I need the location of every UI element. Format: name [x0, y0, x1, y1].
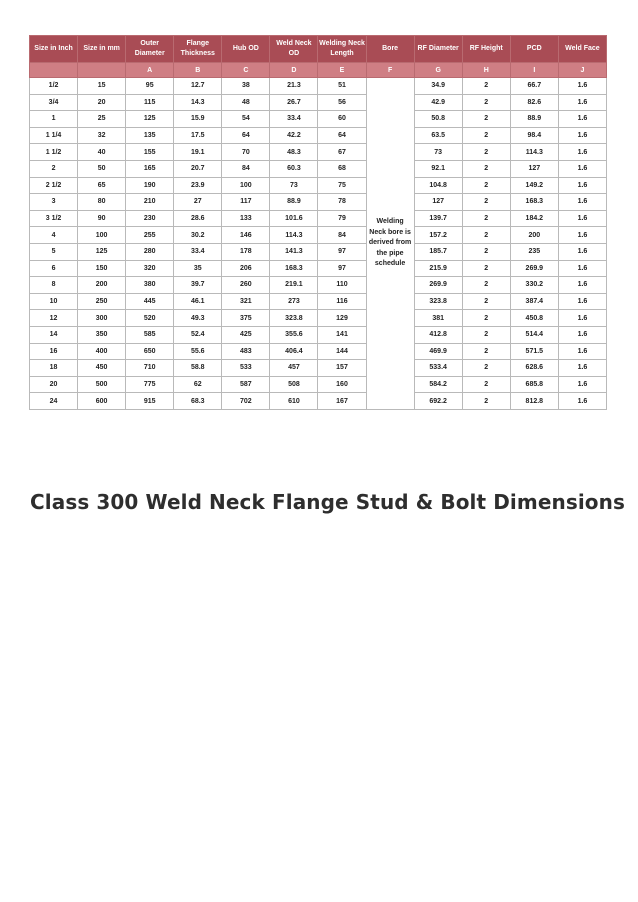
- table-cell: 508: [270, 376, 318, 393]
- table-cell: 469.9: [414, 343, 462, 360]
- table-cell: 60.3: [270, 160, 318, 177]
- table-cell: 117: [222, 194, 270, 211]
- table-cell: 15: [78, 78, 126, 95]
- table-cell: 100: [222, 177, 270, 194]
- table-cell: 650: [126, 343, 174, 360]
- table-cell: 30.2: [174, 227, 222, 244]
- table-cell: 269.9: [414, 277, 462, 294]
- table-cell: 58.8: [174, 360, 222, 377]
- table-cell: 323.8: [414, 293, 462, 310]
- table-row: [30, 111, 607, 128]
- table-cell: 406.4: [270, 343, 318, 360]
- col-letter: D: [270, 63, 318, 78]
- table-cell: 1 1/2: [30, 144, 78, 161]
- table-cell: 2: [462, 144, 510, 161]
- table-cell: 260: [222, 277, 270, 294]
- table-cell: 116: [318, 293, 366, 310]
- table-cell: 14.3: [174, 94, 222, 111]
- table-cell: 330.2: [510, 277, 558, 294]
- table-cell: 12: [30, 310, 78, 327]
- table-cell: 350: [78, 326, 126, 343]
- table-cell: 68.3: [174, 393, 222, 410]
- table-cell: 273: [270, 293, 318, 310]
- table-cell: 73: [414, 144, 462, 161]
- table-cell: 500: [78, 376, 126, 393]
- table-cell: 101.6: [270, 210, 318, 227]
- table-row: [30, 78, 607, 95]
- table-cell: 146: [222, 227, 270, 244]
- table-cell: 20: [78, 94, 126, 111]
- table-cell: 1.6: [558, 393, 606, 410]
- table-cell: 60: [318, 111, 366, 128]
- table-cell: 483: [222, 343, 270, 360]
- table-cell: 235: [510, 243, 558, 260]
- table-cell: 1.6: [558, 343, 606, 360]
- table-cell: 323.8: [270, 310, 318, 327]
- flange-dimensions-table: [29, 35, 607, 410]
- table-cell: 320: [126, 260, 174, 277]
- col-letter: I: [510, 63, 558, 78]
- table-row: [30, 393, 607, 410]
- table-cell: 585: [126, 326, 174, 343]
- table-cell: 114.3: [270, 227, 318, 244]
- table-cell: 48.3: [270, 144, 318, 161]
- col-letter: A: [126, 63, 174, 78]
- table-cell: 19.1: [174, 144, 222, 161]
- table-cell: 88.9: [510, 111, 558, 128]
- col-letter: E: [318, 63, 366, 78]
- table-cell: 157: [318, 360, 366, 377]
- table-row: [30, 343, 607, 360]
- table-cell: 88.9: [270, 194, 318, 211]
- section-heading: Class 300 Weld Neck Flange Stud & Bolt Dimensions: [30, 490, 625, 514]
- table-cell: 2: [462, 393, 510, 410]
- table-cell: 2: [462, 210, 510, 227]
- table-cell: 450.8: [510, 310, 558, 327]
- table-cell: 1.6: [558, 177, 606, 194]
- table-cell: 17.5: [174, 127, 222, 144]
- col-header-welding-neck-length: Welding Neck Length: [318, 36, 366, 63]
- table-cell: 56: [318, 94, 366, 111]
- col-letter: H: [462, 63, 510, 78]
- table-cell: 73: [270, 177, 318, 194]
- table-row: [30, 243, 607, 260]
- table-cell: 533: [222, 360, 270, 377]
- table-cell: 35: [174, 260, 222, 277]
- table-cell: 2: [462, 160, 510, 177]
- table-cell: 25: [78, 111, 126, 128]
- table-cell: 255: [126, 227, 174, 244]
- table-row: [30, 260, 607, 277]
- col-header-size-mm: Size in mm: [78, 36, 126, 63]
- table-cell: 185.7: [414, 243, 462, 260]
- table-row: [30, 376, 607, 393]
- table-cell: 1.6: [558, 243, 606, 260]
- table-cell: 67: [318, 144, 366, 161]
- table-cell: 100: [78, 227, 126, 244]
- table-cell: 133: [222, 210, 270, 227]
- table-cell: 425: [222, 326, 270, 343]
- table-cell: 160: [318, 376, 366, 393]
- col-header-size-inch: Size in Inch: [30, 36, 78, 63]
- table-cell: 3 1/2: [30, 210, 78, 227]
- table-cell: 200: [510, 227, 558, 244]
- table-cell: 75: [318, 177, 366, 194]
- table-cell: 110: [318, 277, 366, 294]
- table-cell: 115: [126, 94, 174, 111]
- table-cell: 2: [462, 376, 510, 393]
- table-row: [30, 293, 607, 310]
- table-cell: 1 1/4: [30, 127, 78, 144]
- table-row: [30, 177, 607, 194]
- table-cell: 80: [78, 194, 126, 211]
- table-row: [30, 227, 607, 244]
- table-cell: 48: [222, 94, 270, 111]
- table-cell: 12.7: [174, 78, 222, 95]
- table-cell: 300: [78, 310, 126, 327]
- col-header-outer-diameter: Outer Diameter: [126, 36, 174, 63]
- table-cell: 33.4: [270, 111, 318, 128]
- table-cell: 18: [30, 360, 78, 377]
- table-cell: 915: [126, 393, 174, 410]
- col-header-weld-neck-od: Weld Neck OD: [270, 36, 318, 63]
- col-header-flange-thickness: Flange Thickness: [174, 36, 222, 63]
- col-letter: J: [558, 63, 606, 78]
- table-cell: 42.9: [414, 94, 462, 111]
- table-cell: 125: [78, 243, 126, 260]
- table-cell: 16: [30, 343, 78, 360]
- table-cell: 215.9: [414, 260, 462, 277]
- table-cell: 812.8: [510, 393, 558, 410]
- table-cell: 4: [30, 227, 78, 244]
- table-cell: 150: [78, 260, 126, 277]
- table-cell: 20: [30, 376, 78, 393]
- table-cell: 64: [318, 127, 366, 144]
- table-cell: 70: [222, 144, 270, 161]
- table-cell: 32: [78, 127, 126, 144]
- table-cell: 68: [318, 160, 366, 177]
- table-cell: 52.4: [174, 326, 222, 343]
- table-cell: 2: [462, 94, 510, 111]
- table-cell: 33.4: [174, 243, 222, 260]
- table-cell: 49.3: [174, 310, 222, 327]
- table-row: [30, 160, 607, 177]
- table-cell: 1.6: [558, 210, 606, 227]
- table-cell: 24: [30, 393, 78, 410]
- table-cell: 1.6: [558, 310, 606, 327]
- table-cell: 584.2: [414, 376, 462, 393]
- table-cell: 587: [222, 376, 270, 393]
- table-header-row: [30, 36, 607, 63]
- table-cell: 2: [462, 227, 510, 244]
- table-cell: 2: [462, 343, 510, 360]
- col-letter: G: [414, 63, 462, 78]
- table-cell: 3: [30, 194, 78, 211]
- table-cell: 92.1: [414, 160, 462, 177]
- table-cell: 387.4: [510, 293, 558, 310]
- table-cell: 63.5: [414, 127, 462, 144]
- col-header-pcd: PCD: [510, 36, 558, 63]
- table-cell: 450: [78, 360, 126, 377]
- table-cell: 2 1/2: [30, 177, 78, 194]
- col-header-rf-height: RF Height: [462, 36, 510, 63]
- table-cell: 79: [318, 210, 366, 227]
- table-cell: 62: [174, 376, 222, 393]
- table-cell: 280: [126, 243, 174, 260]
- table-cell: 321: [222, 293, 270, 310]
- table-cell: 702: [222, 393, 270, 410]
- table-cell: 2: [462, 111, 510, 128]
- table-cell: 97: [318, 260, 366, 277]
- table-cell: 167: [318, 393, 366, 410]
- table-cell: 26.7: [270, 94, 318, 111]
- table-cell: 1.6: [558, 293, 606, 310]
- table-cell: 46.1: [174, 293, 222, 310]
- table-cell: 139.7: [414, 210, 462, 227]
- table-row: [30, 127, 607, 144]
- col-letter: F: [366, 63, 414, 78]
- table-body: [30, 78, 607, 410]
- table-cell: 127: [510, 160, 558, 177]
- table-cell: 1.6: [558, 111, 606, 128]
- table-cell: 2: [462, 194, 510, 211]
- bore-note-cell: Welding Neck bore is derived from the pipe schedule: [366, 78, 414, 410]
- table-cell: 2: [462, 177, 510, 194]
- table-cell: 149.2: [510, 177, 558, 194]
- table-cell: 190: [126, 177, 174, 194]
- table-cell: 3/4: [30, 94, 78, 111]
- table-cell: 1: [30, 111, 78, 128]
- table-cell: 10: [30, 293, 78, 310]
- table-cell: 2: [462, 78, 510, 95]
- col-header-rf-diameter: RF Diameter: [414, 36, 462, 63]
- table-cell: 141.3: [270, 243, 318, 260]
- table-cell: 20.7: [174, 160, 222, 177]
- table-cell: 200: [78, 277, 126, 294]
- table-cell: 380: [126, 277, 174, 294]
- table-cell: 82.6: [510, 94, 558, 111]
- table-cell: 250: [78, 293, 126, 310]
- table-cell: 155: [126, 144, 174, 161]
- table-cell: 90: [78, 210, 126, 227]
- table-cell: 457: [270, 360, 318, 377]
- table-cell: 2: [462, 127, 510, 144]
- table-cell: 2: [462, 277, 510, 294]
- table-cell: 571.5: [510, 343, 558, 360]
- table-cell: 1.6: [558, 326, 606, 343]
- table-cell: 2: [462, 243, 510, 260]
- table-cell: 141: [318, 326, 366, 343]
- table-cell: 127: [414, 194, 462, 211]
- table-cell: 54: [222, 111, 270, 128]
- table-cell: 64: [222, 127, 270, 144]
- col-header-hub-od: Hub OD: [222, 36, 270, 63]
- table-cell: 27: [174, 194, 222, 211]
- table-row: [30, 360, 607, 377]
- table-cell: 42.2: [270, 127, 318, 144]
- table-cell: 168.3: [270, 260, 318, 277]
- table-cell: 2: [462, 360, 510, 377]
- table-cell: 381: [414, 310, 462, 327]
- table-cell: 55.6: [174, 343, 222, 360]
- col-letter: C: [222, 63, 270, 78]
- table-cell: 445: [126, 293, 174, 310]
- table-cell: 39.7: [174, 277, 222, 294]
- table-cell: 2: [462, 326, 510, 343]
- table-cell: 178: [222, 243, 270, 260]
- col-letter: [30, 63, 78, 78]
- table-cell: 78: [318, 194, 366, 211]
- table-cell: 1/2: [30, 78, 78, 95]
- table-cell: 28.6: [174, 210, 222, 227]
- table-cell: 34.9: [414, 78, 462, 95]
- table-cell: 2: [462, 293, 510, 310]
- table-letter-row: [30, 63, 607, 78]
- table-cell: 685.8: [510, 376, 558, 393]
- table-cell: 84: [318, 227, 366, 244]
- table-cell: 165: [126, 160, 174, 177]
- table-cell: 184.2: [510, 210, 558, 227]
- table-cell: 114.3: [510, 144, 558, 161]
- table-cell: 219.1: [270, 277, 318, 294]
- table-cell: 129: [318, 310, 366, 327]
- table-cell: 15.9: [174, 111, 222, 128]
- table-cell: 125: [126, 111, 174, 128]
- table-cell: 375: [222, 310, 270, 327]
- table-cell: 97: [318, 243, 366, 260]
- table-cell: 144: [318, 343, 366, 360]
- table-cell: 2: [30, 160, 78, 177]
- table-cell: 104.8: [414, 177, 462, 194]
- table-cell: 412.8: [414, 326, 462, 343]
- col-header-bore: Bore: [366, 36, 414, 63]
- table-cell: 1.6: [558, 227, 606, 244]
- table-cell: 40: [78, 144, 126, 161]
- col-letter: B: [174, 63, 222, 78]
- table-cell: 520: [126, 310, 174, 327]
- table-cell: 710: [126, 360, 174, 377]
- table-cell: 65: [78, 177, 126, 194]
- table-cell: 1.6: [558, 160, 606, 177]
- table-cell: 1.6: [558, 194, 606, 211]
- table-row: [30, 277, 607, 294]
- col-letter: [78, 63, 126, 78]
- table-cell: 6: [30, 260, 78, 277]
- table-cell: 269.9: [510, 260, 558, 277]
- table-cell: 8: [30, 277, 78, 294]
- table-cell: 38: [222, 78, 270, 95]
- table-row: [30, 194, 607, 211]
- table-cell: 610: [270, 393, 318, 410]
- table-cell: 628.6: [510, 360, 558, 377]
- table-cell: 50.8: [414, 111, 462, 128]
- table-cell: 51: [318, 78, 366, 95]
- table-cell: 210: [126, 194, 174, 211]
- table-row: [30, 210, 607, 227]
- table-cell: 514.4: [510, 326, 558, 343]
- table-cell: 533.4: [414, 360, 462, 377]
- table-cell: 2: [462, 310, 510, 327]
- table-cell: 23.9: [174, 177, 222, 194]
- table-row: [30, 144, 607, 161]
- table-cell: 1.6: [558, 360, 606, 377]
- table-cell: 1.6: [558, 260, 606, 277]
- table-cell: 66.7: [510, 78, 558, 95]
- table-cell: 157.2: [414, 227, 462, 244]
- table-cell: 135: [126, 127, 174, 144]
- table-cell: 1.6: [558, 144, 606, 161]
- table-cell: 206: [222, 260, 270, 277]
- table-cell: 98.4: [510, 127, 558, 144]
- table-cell: 84: [222, 160, 270, 177]
- table-cell: 1.6: [558, 127, 606, 144]
- table-cell: 5: [30, 243, 78, 260]
- table-cell: 14: [30, 326, 78, 343]
- table-cell: 400: [78, 343, 126, 360]
- table-cell: 2: [462, 260, 510, 277]
- table-cell: 1.6: [558, 376, 606, 393]
- table-row: [30, 310, 607, 327]
- table-cell: 775: [126, 376, 174, 393]
- table-cell: 692.2: [414, 393, 462, 410]
- col-header-weld-face: Weld Face: [558, 36, 606, 63]
- table-cell: 95: [126, 78, 174, 95]
- table-cell: 230: [126, 210, 174, 227]
- table-cell: 168.3: [510, 194, 558, 211]
- table-cell: 50: [78, 160, 126, 177]
- table-cell: 600: [78, 393, 126, 410]
- table-cell: 1.6: [558, 78, 606, 95]
- table-cell: 355.6: [270, 326, 318, 343]
- table-row: [30, 94, 607, 111]
- table-cell: 21.3: [270, 78, 318, 95]
- table-cell: 1.6: [558, 94, 606, 111]
- table-cell: 1.6: [558, 277, 606, 294]
- table-row: [30, 326, 607, 343]
